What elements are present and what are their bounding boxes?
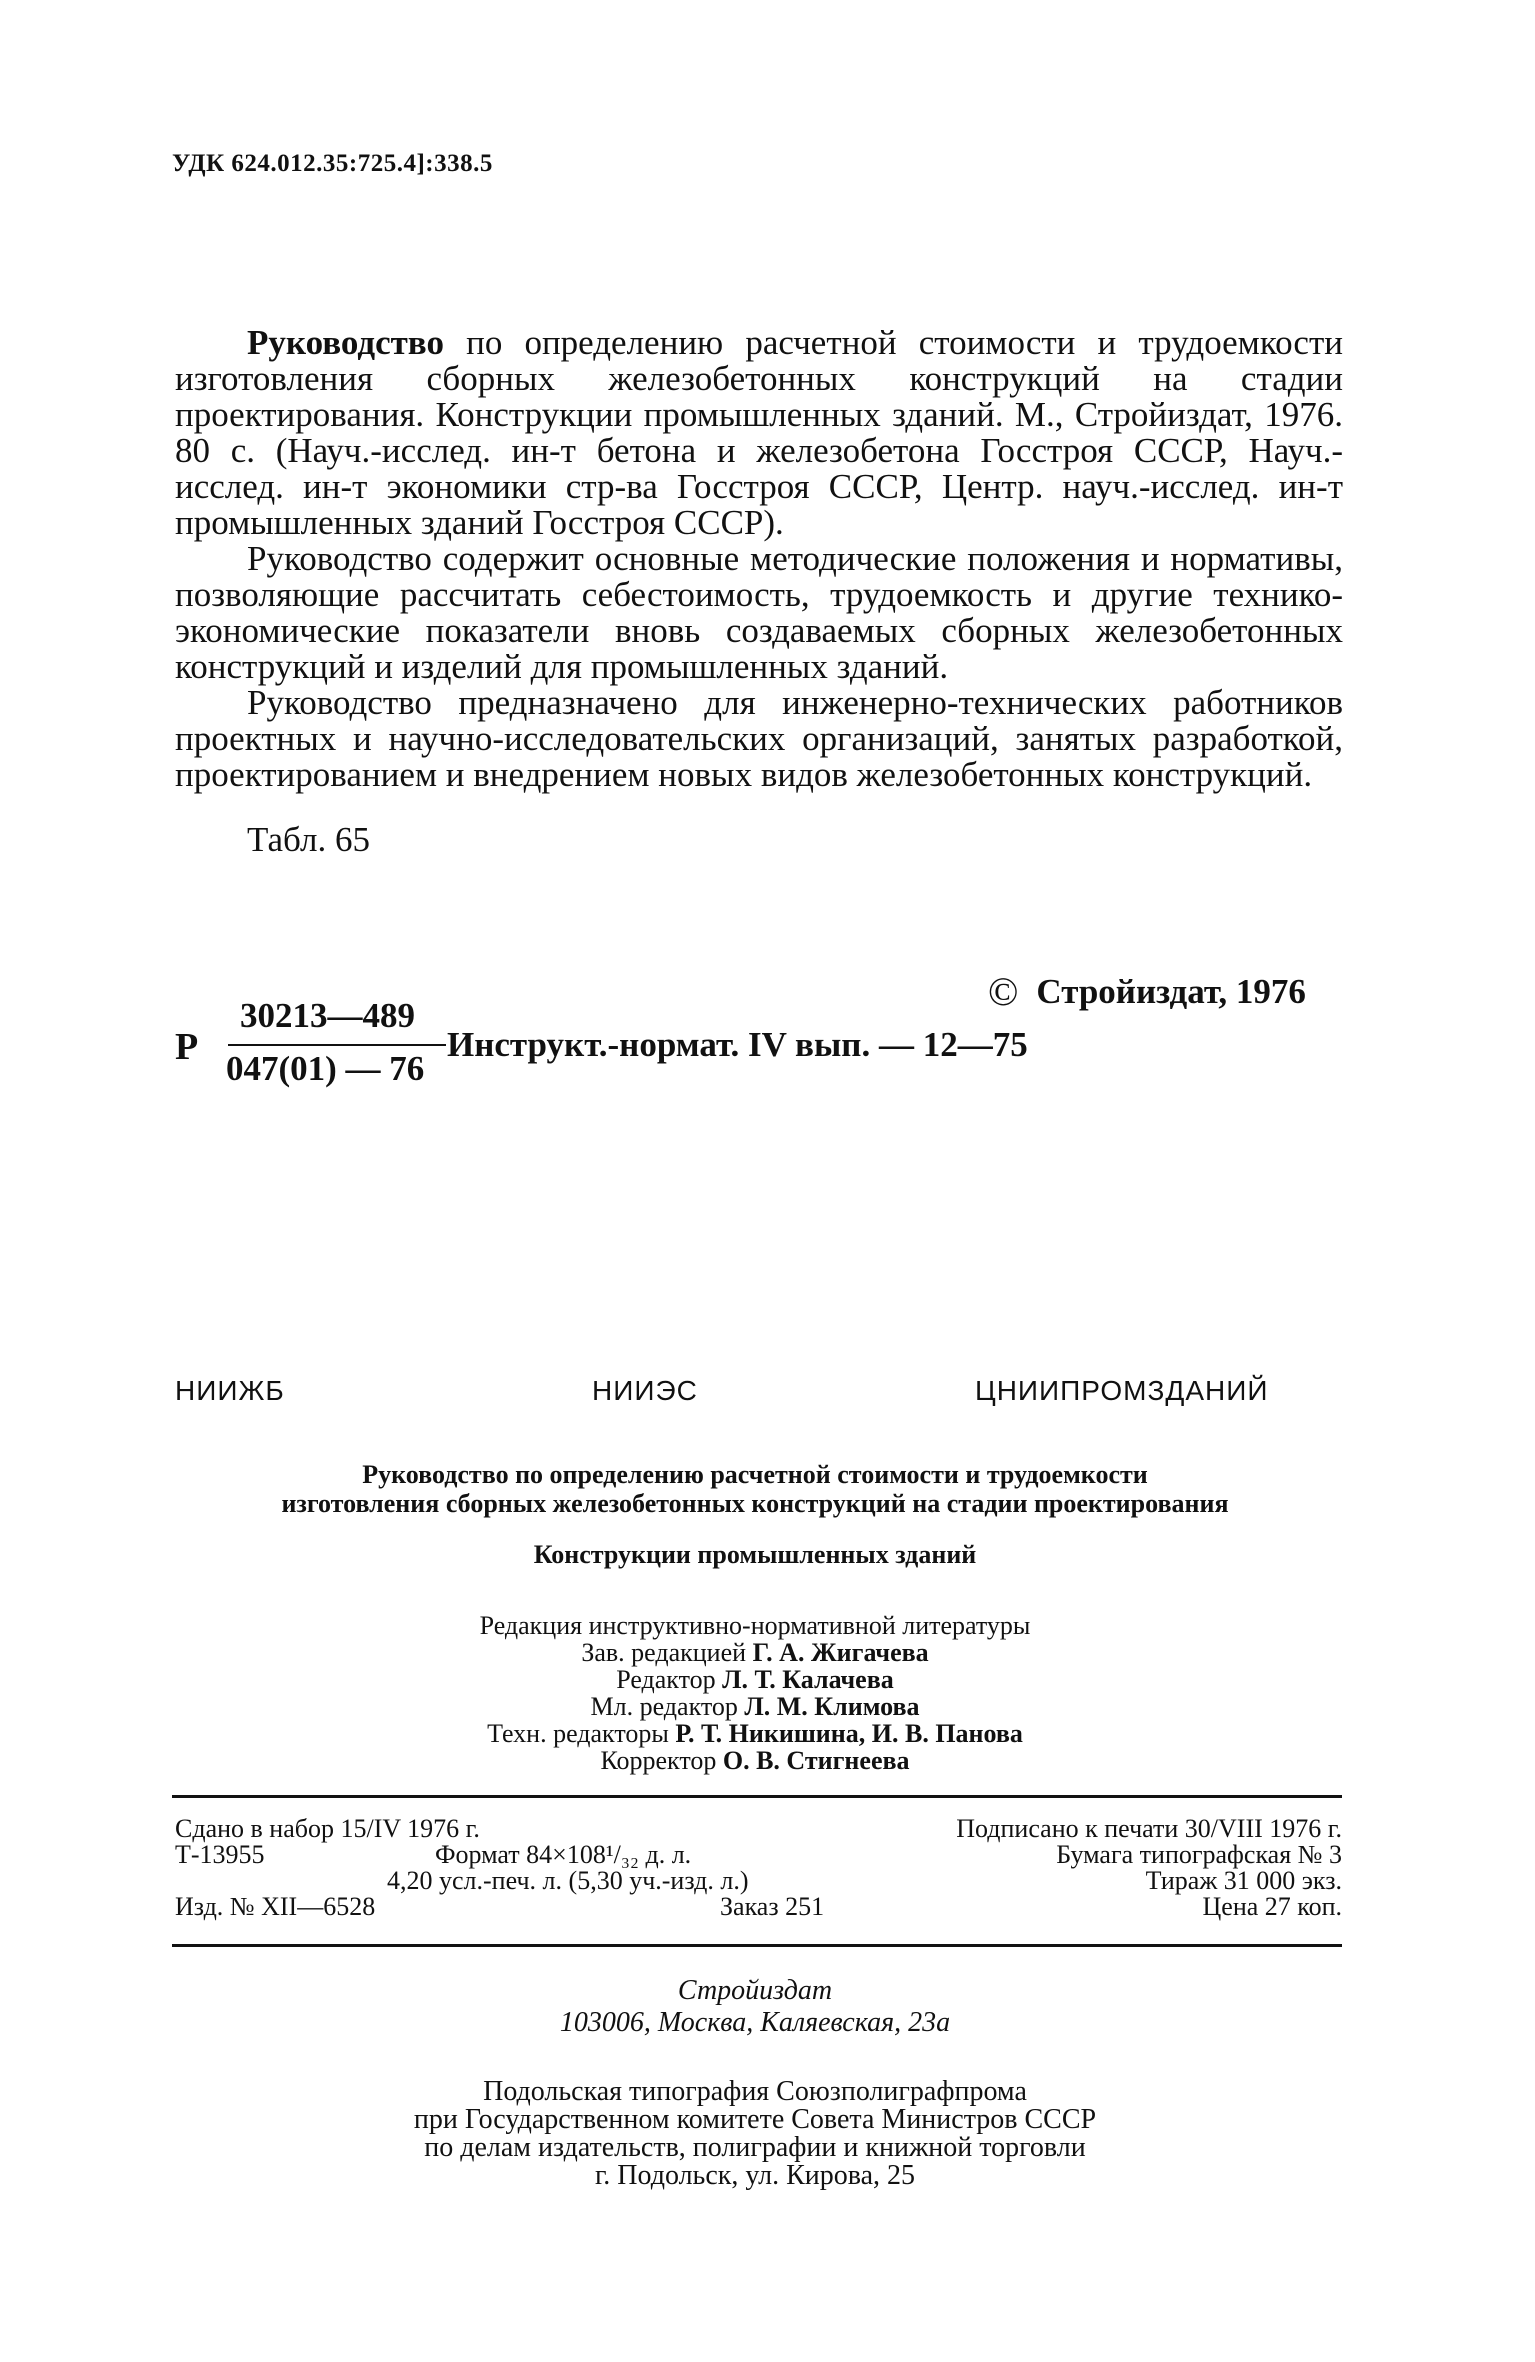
book-title [150,1460,1360,1518]
editorial-department: Редакция инструктивно-нормативной литературы [479,1611,1031,1640]
abstract-p1-text: по определению расчетной стоимости и трудоемкости изготовления сборных железобетонных конструкций на стадии проектирования. Конструкции промышленных зданий. М., Стройиздат, 1976. 80 с. (Науч.-исслед. ин-т бетона и железобетона Госстроя СССР, Науч.-исслед. ин-т экономики стр-ва Госстроя СССР, Центр. науч.-исслед. ин-т промышленных зданий Госстроя СССР). [175,323,1343,542]
book-title-line-2: изготовления сборных железобетонных конструкций на стадии проектирования [281,1489,1229,1518]
staff-line [150,1693,1360,1720]
print-paper: Бумага типографская № 3 [1056,1840,1342,1869]
abstract-paragraph-1 [175,325,1343,541]
abstract-lead: Руководство [247,323,444,362]
abstract-paragraph-2: Руководство содержит основные методические положения и нормативы, позволяющие рассчитать себестоимость, трудоемкость и другие технико-экономические показатели вновь создаваемых сборных железобетонных конструкций и изделий для промышленных зданий. [175,539,1343,686]
print-signed: Подписано к печати 30/VIII 1976 г. [956,1814,1342,1843]
printer-line: по делам издательств, полиграфии и книжной торговли [424,2132,1086,2163]
institute-niizhb: НИИЖБ [175,1375,285,1406]
print-t-number: Т-13955 [175,1840,265,1869]
printer-line: г. Подольск, ул. Кирова, 25 [594,2160,916,2191]
publisher-name: Стройиздат [677,1975,833,2006]
book-title-line-1: Руководство по определению расчетной стоимости и трудоемкости [362,1460,1148,1489]
copyright [988,968,1306,1015]
book-subtitle: Конструкции промышленных зданий [533,1540,977,1569]
print-order: Заказ 251 [720,1892,825,1921]
staff-line [150,1720,1360,1747]
staff-name: О. В. Стигнеева [722,1746,910,1775]
print-run: Тираж 31 000 экз. [1145,1866,1342,1895]
copyright-text: Стройиздат, 1976 [1036,971,1306,1011]
staff-line [150,1666,1360,1693]
copyright-icon: © [988,969,1019,1014]
abstract-paragraph-3: Руководство предназначено для инженерно-технических работников проектных и научно-исследовательских организаций, занятых разработкой, проектированием и внедрением новых видов железобетонных конструкций. [175,683,1343,794]
printing-house [150,2078,1360,2190]
print-izd: Изд. № XII—6528 [175,1892,376,1921]
staff-line [150,1639,1360,1666]
divider-bottom [172,1944,1342,1947]
staff-name: Л. Т. Калачева [722,1665,894,1694]
staff-role: Корректор [600,1746,723,1775]
print-sheets: 4,20 усл.-печ. л. (5,30 уч.-изд. л.) [387,1866,749,1895]
publisher-address: 103006, Москва, Каляевская, 23а [559,2007,951,2038]
staff-role: Мл. редактор [590,1692,745,1721]
print-price: Цена 27 коп. [1202,1892,1342,1921]
divider-top [172,1795,1342,1798]
staff-name: Л. М. Климова [744,1692,920,1721]
tables-count: Табл. 65 [247,820,370,859]
udk-code: УДК 624.012.35:725.4]:338.5 [172,150,493,177]
catalog-letter: Р [175,1026,199,1068]
institute-niies: НИИЭС [592,1375,698,1406]
catalog-denominator: 047(01) — 76 [226,1049,425,1088]
staff-role: Редактор [616,1665,723,1694]
abstract [175,325,1343,793]
editorial-staff [150,1612,1360,1774]
institute-tsniipromzdaniy: ЦНИИПРОМЗДАНИЙ [975,1375,1269,1406]
catalog-numerator: 30213—489 [240,996,415,1035]
staff-role: Техн. редакторы [487,1719,676,1748]
publisher [150,1975,1360,2039]
print-sent: Сдано в набор 15/IV 1976 г. [175,1814,480,1843]
staff-role: Зав. редакцией [581,1638,753,1667]
staff-name: Р. Т. Никишина, И. В. Панова [675,1719,1023,1748]
fraction-line [228,1044,446,1046]
staff-name: Г. А. Жигачева [752,1638,929,1667]
print-format: Формат 84×108¹/₃₂ д. л. [435,1840,692,1869]
staff-line [150,1747,1360,1774]
printer-line: Подольская типография Союзполиграфпрома [483,2076,1027,2107]
printer-line: при Государственном комитете Совета Министров СССР [413,2104,1097,2135]
catalog-note: Инструкт.-нормат. IV вып. — 12—75 [447,1025,1028,1064]
